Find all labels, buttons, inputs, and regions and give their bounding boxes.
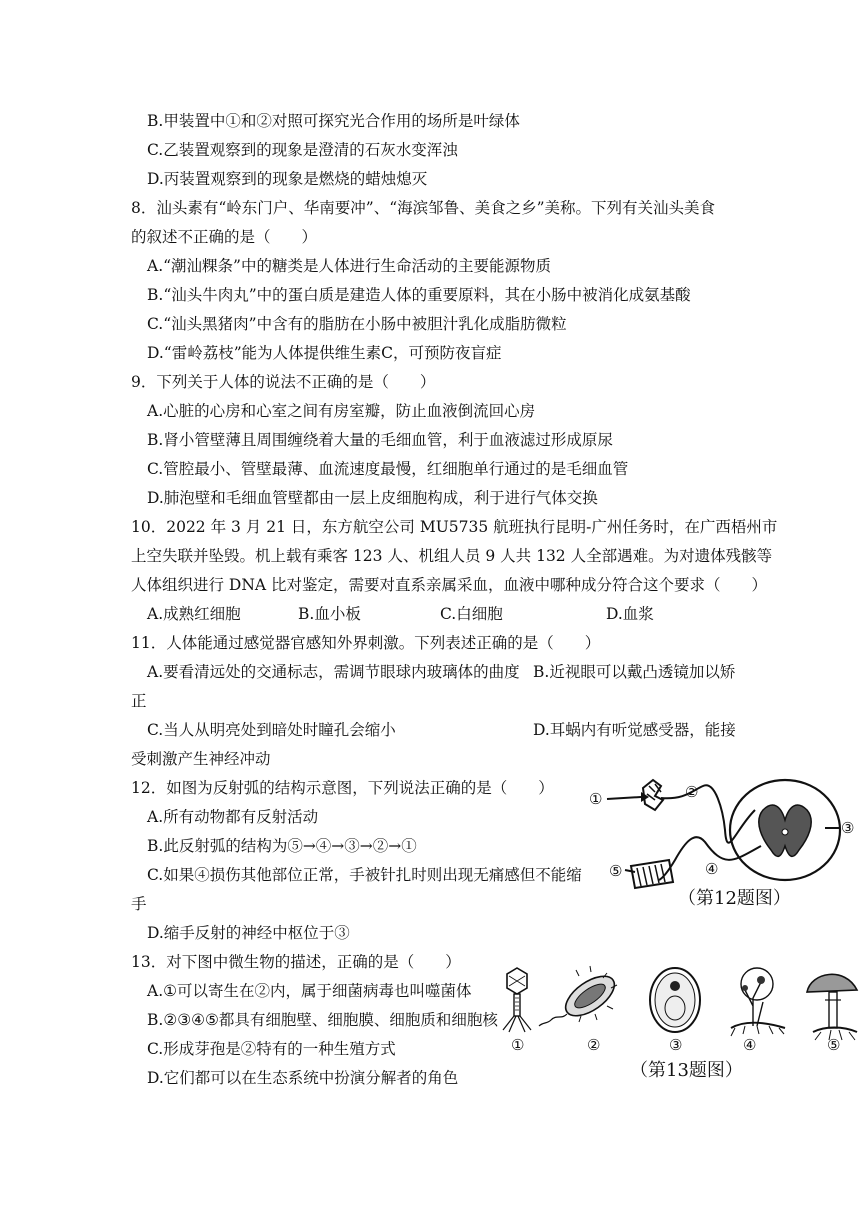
q11-option-a: A.要看清远处的交通标志，需调节眼球内玻璃体的曲度 [147, 663, 520, 681]
fig13-label-3: ③ [669, 1036, 683, 1054]
q10-option-b: B.血小板 [298, 605, 361, 623]
q11-option-b-line1: B.近视眼可以戴凸透镜加以矫 [533, 663, 736, 681]
fig12-label-4: ④ [705, 860, 719, 878]
fig13-label-5: ⑤ [827, 1036, 841, 1054]
q7-option-d: D.丙装置观察到的现象是燃烧的蜡烛熄灭 [147, 170, 428, 188]
q8-stem-line1: 8．汕头素有“岭东门户、华南要冲”、“海滨邹鲁、美食之乡”美称。下列有关汕头美食 [131, 199, 716, 217]
q7-option-b: B.甲装置中①和②对照可探究光合作用的场所是叶绿体 [147, 112, 520, 130]
fig12-label-3: ③ [841, 819, 855, 837]
fig12-label-5: ⑤ [609, 862, 623, 880]
q10-stem-line3: 人体组织进行 DNA 比对鉴定，需要对直系亲属采血，血液中哪种成分符合这个要求（ ） [131, 576, 768, 594]
q8-stem-line2: 的叙述不正确的是（ ） [131, 228, 318, 246]
q9-option-a: A.心脏的心房和心室之间有房室瓣，防止血液倒流回心房 [147, 402, 536, 420]
fig12-label-2: ② [685, 783, 699, 801]
q7-option-c: C.乙装置观察到的现象是澄清的石灰水变浑浊 [147, 141, 458, 159]
q10-option-c: C.白细胞 [440, 605, 503, 623]
q11-option-b-line2: 正 [131, 692, 147, 710]
q13-option-c: C.形成芽孢是②特有的一种生殖方式 [147, 1040, 396, 1058]
fig12-caption: （第12题图） [678, 888, 791, 909]
q12-option-a: A.所有动物都有反射活动 [147, 808, 319, 826]
q10-option-d: D.血浆 [606, 605, 654, 623]
fig12-label-1: ① [589, 790, 603, 808]
q11-option-c: C.当人从明亮处到暗处时瞳孔会缩小 [147, 721, 396, 739]
q12-option-d: D.缩手反射的神经中枢位于③ [147, 924, 350, 942]
q11-option-d-line2: 受刺激产生神经冲动 [131, 750, 271, 768]
q8-option-b: B.“汕头牛肉丸”中的蛋白质是建造人体的重要原料，其在小肠中被消化成氨基酸 [147, 286, 691, 304]
fig13-label-1: ① [511, 1036, 525, 1054]
bacteriophage-icon [503, 968, 531, 1032]
q8-option-d: D.“雷岭荔枝”能为人体提供维生素C，可预防夜盲症 [147, 344, 502, 362]
q13-option-a: A.①可以寄生在②内，属于细菌病毒也叫噬菌体 [147, 982, 472, 1000]
microorganisms-figure [495, 962, 860, 1058]
fig13-label-4: ④ [743, 1036, 757, 1054]
q10-stem-line2: 上空失联并坠毁。机上载有乘客 123 人、机组人员 9 人共 132 人全部遇难。为对遗体残骸等 [131, 547, 773, 565]
q12-option-c-line1: C.如果④损伤其他部位正常，手被针扎时则出现无痛感但不能缩 [147, 866, 582, 884]
q10-option-a: A.成熟红细胞 [147, 605, 241, 623]
mold-icon [731, 968, 785, 1036]
bacterium-icon [539, 966, 621, 1026]
q13-stem: 13．对下图中微生物的描述，正确的是（ ） [131, 953, 461, 971]
q13-option-d: D.它们都可以在生态系统中扮演分解者的角色 [147, 1069, 459, 1087]
mushroom-icon [807, 974, 857, 1040]
q9-option-d: D.肺泡壁和毛细血管壁都由一层上皮细胞构成，利于进行气体交换 [147, 489, 598, 507]
q9-option-b: B.肾小管壁薄且周围缠绕着大量的毛细血管，利于血液滤过形成原尿 [147, 431, 613, 449]
q12-option-b: B.此反射弧的结构为⑤→④→③→②→① [147, 837, 417, 855]
yeast-cell-icon [650, 968, 700, 1032]
q10-stem-line1: 10．2022 年 3 月 21 日，东方航空公司 MU5735 航班执行昆明-广州任务时，在广西梧州市 [131, 518, 778, 536]
q9-option-c: C.管腔最小、管壁最薄、血流速度最慢，红细胞单行通过的是毛细血管 [147, 460, 629, 478]
fig13-caption: （第13题图） [630, 1060, 743, 1081]
q13-option-b: B.②③④⑤都具有细胞壁、细胞膜、细胞质和细胞核 [147, 1011, 498, 1029]
q9-stem: 9．下列关于人体的说法不正确的是（ ） [131, 373, 436, 391]
q12-option-c-line2: 手 [131, 895, 147, 913]
q11-stem: 11．人体能通过感觉器官感知外界刺激。下列表述正确的是（ ） [131, 634, 601, 652]
q8-option-c: C.“汕头黑猪肉”中含有的脂肪在小肠中被胆汁乳化成脂肪微粒 [147, 315, 567, 333]
q12-stem: 12．如图为反射弧的结构示意图，下列说法正确的是（ ） [131, 779, 554, 797]
fig13-label-2: ② [587, 1036, 601, 1054]
q8-option-a: A.“潮汕粿条”中的糖类是人体进行生命活动的主要能源物质 [147, 257, 551, 275]
q11-option-d-line1: D.耳蜗内有听觉感受器，能接 [533, 721, 736, 739]
